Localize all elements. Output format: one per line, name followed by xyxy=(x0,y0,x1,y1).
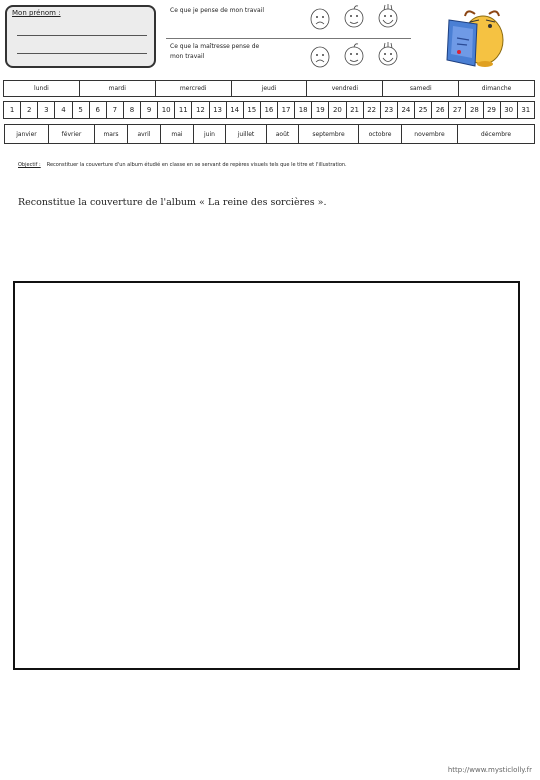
date-cell[interactable]: 28 xyxy=(465,101,483,119)
date-cell[interactable]: 24 xyxy=(397,101,415,119)
date-cell[interactable]: 21 xyxy=(346,101,364,119)
day-cell[interactable]: mercredi xyxy=(155,80,232,97)
date-cell[interactable]: 5 xyxy=(72,101,90,119)
date-cell[interactable]: 3 xyxy=(37,101,55,119)
happy-face-icon[interactable] xyxy=(377,4,399,28)
name-line-1[interactable] xyxy=(17,35,147,36)
month-cell[interactable]: mai xyxy=(160,124,194,144)
month-cell[interactable]: octobre xyxy=(358,124,402,144)
teacher-happy-face-icon[interactable] xyxy=(377,42,399,66)
month-cell[interactable]: juin xyxy=(193,124,226,144)
date-cell[interactable]: 15 xyxy=(243,101,261,119)
date-cell[interactable]: 1 xyxy=(3,101,21,119)
objective-label: Objectif : xyxy=(18,162,41,168)
date-cell[interactable]: 18 xyxy=(294,101,312,119)
eval-self-label: Ce que je pense de mon travail xyxy=(170,7,264,14)
date-cell[interactable]: 25 xyxy=(414,101,432,119)
eval-teacher-label: Ce que la maîtresse pense de mon travail xyxy=(170,43,260,60)
date-cell[interactable]: 27 xyxy=(448,101,466,119)
numbers-row xyxy=(4,101,535,119)
month-cell[interactable]: janvier xyxy=(4,124,49,144)
date-cell[interactable]: 20 xyxy=(328,101,346,119)
days-row xyxy=(4,80,535,97)
objective xyxy=(18,162,347,168)
date-cell[interactable]: 16 xyxy=(260,101,278,119)
date-cell[interactable]: 8 xyxy=(123,101,141,119)
teacher-neutral-face-icon[interactable] xyxy=(343,42,365,66)
date-cell[interactable]: 19 xyxy=(311,101,329,119)
day-cell[interactable]: mardi xyxy=(79,80,156,97)
date-cell[interactable]: 14 xyxy=(226,101,244,119)
month-cell[interactable]: février xyxy=(48,124,95,144)
date-cell[interactable]: 22 xyxy=(363,101,381,119)
date-cell[interactable]: 17 xyxy=(277,101,295,119)
date-cell[interactable]: 26 xyxy=(431,101,449,119)
day-cell[interactable]: samedi xyxy=(382,80,459,97)
date-cell[interactable]: 2 xyxy=(20,101,38,119)
month-cell[interactable]: décembre xyxy=(457,124,535,144)
name-label: Mon prénom : xyxy=(12,9,61,17)
monster-reading-icon xyxy=(445,8,507,70)
date-cell[interactable]: 30 xyxy=(500,101,518,119)
date-cell[interactable]: 29 xyxy=(483,101,501,119)
date-cell[interactable]: 4 xyxy=(54,101,72,119)
month-cell[interactable]: avril xyxy=(127,124,161,144)
day-cell[interactable]: vendredi xyxy=(306,80,383,97)
date-cell[interactable]: 11 xyxy=(174,101,192,119)
name-line-2[interactable] xyxy=(17,53,147,54)
month-cell[interactable]: août xyxy=(266,124,299,144)
date-cell[interactable]: 6 xyxy=(89,101,107,119)
month-cell[interactable]: mars xyxy=(94,124,128,144)
teacher-sad-face-icon[interactable] xyxy=(309,44,331,68)
eval-separator xyxy=(166,38,411,39)
date-cell[interactable]: 31 xyxy=(517,101,535,119)
objective-text: Reconstituer la couverture d'un album étudié en classe en se servant de repères visuels tels que le titre et l'illustration. xyxy=(46,162,347,168)
neutral-face-icon[interactable] xyxy=(343,4,365,28)
date-cell[interactable]: 23 xyxy=(380,101,398,119)
instruction: Reconstitue la couverture de l'album « La reine des sorcières ». xyxy=(18,197,327,208)
name-box xyxy=(5,5,156,68)
day-cell[interactable]: dimanche xyxy=(458,80,535,97)
month-cell[interactable]: septembre xyxy=(298,124,359,144)
cover-frame[interactable] xyxy=(13,281,520,670)
sad-face-icon[interactable] xyxy=(309,6,331,30)
months-row xyxy=(4,124,535,144)
date-cell[interactable]: 10 xyxy=(157,101,175,119)
date-cell[interactable]: 13 xyxy=(209,101,227,119)
date-cell[interactable]: 12 xyxy=(191,101,209,119)
date-cell[interactable]: 9 xyxy=(140,101,158,119)
month-cell[interactable]: novembre xyxy=(401,124,458,144)
day-cell[interactable]: jeudi xyxy=(231,80,308,97)
month-cell[interactable]: juillet xyxy=(225,124,267,144)
date-cell[interactable]: 7 xyxy=(106,101,124,119)
day-cell[interactable]: lundi xyxy=(3,80,80,97)
footer-url[interactable]: http://www.mysticlolly.fr xyxy=(447,766,532,774)
